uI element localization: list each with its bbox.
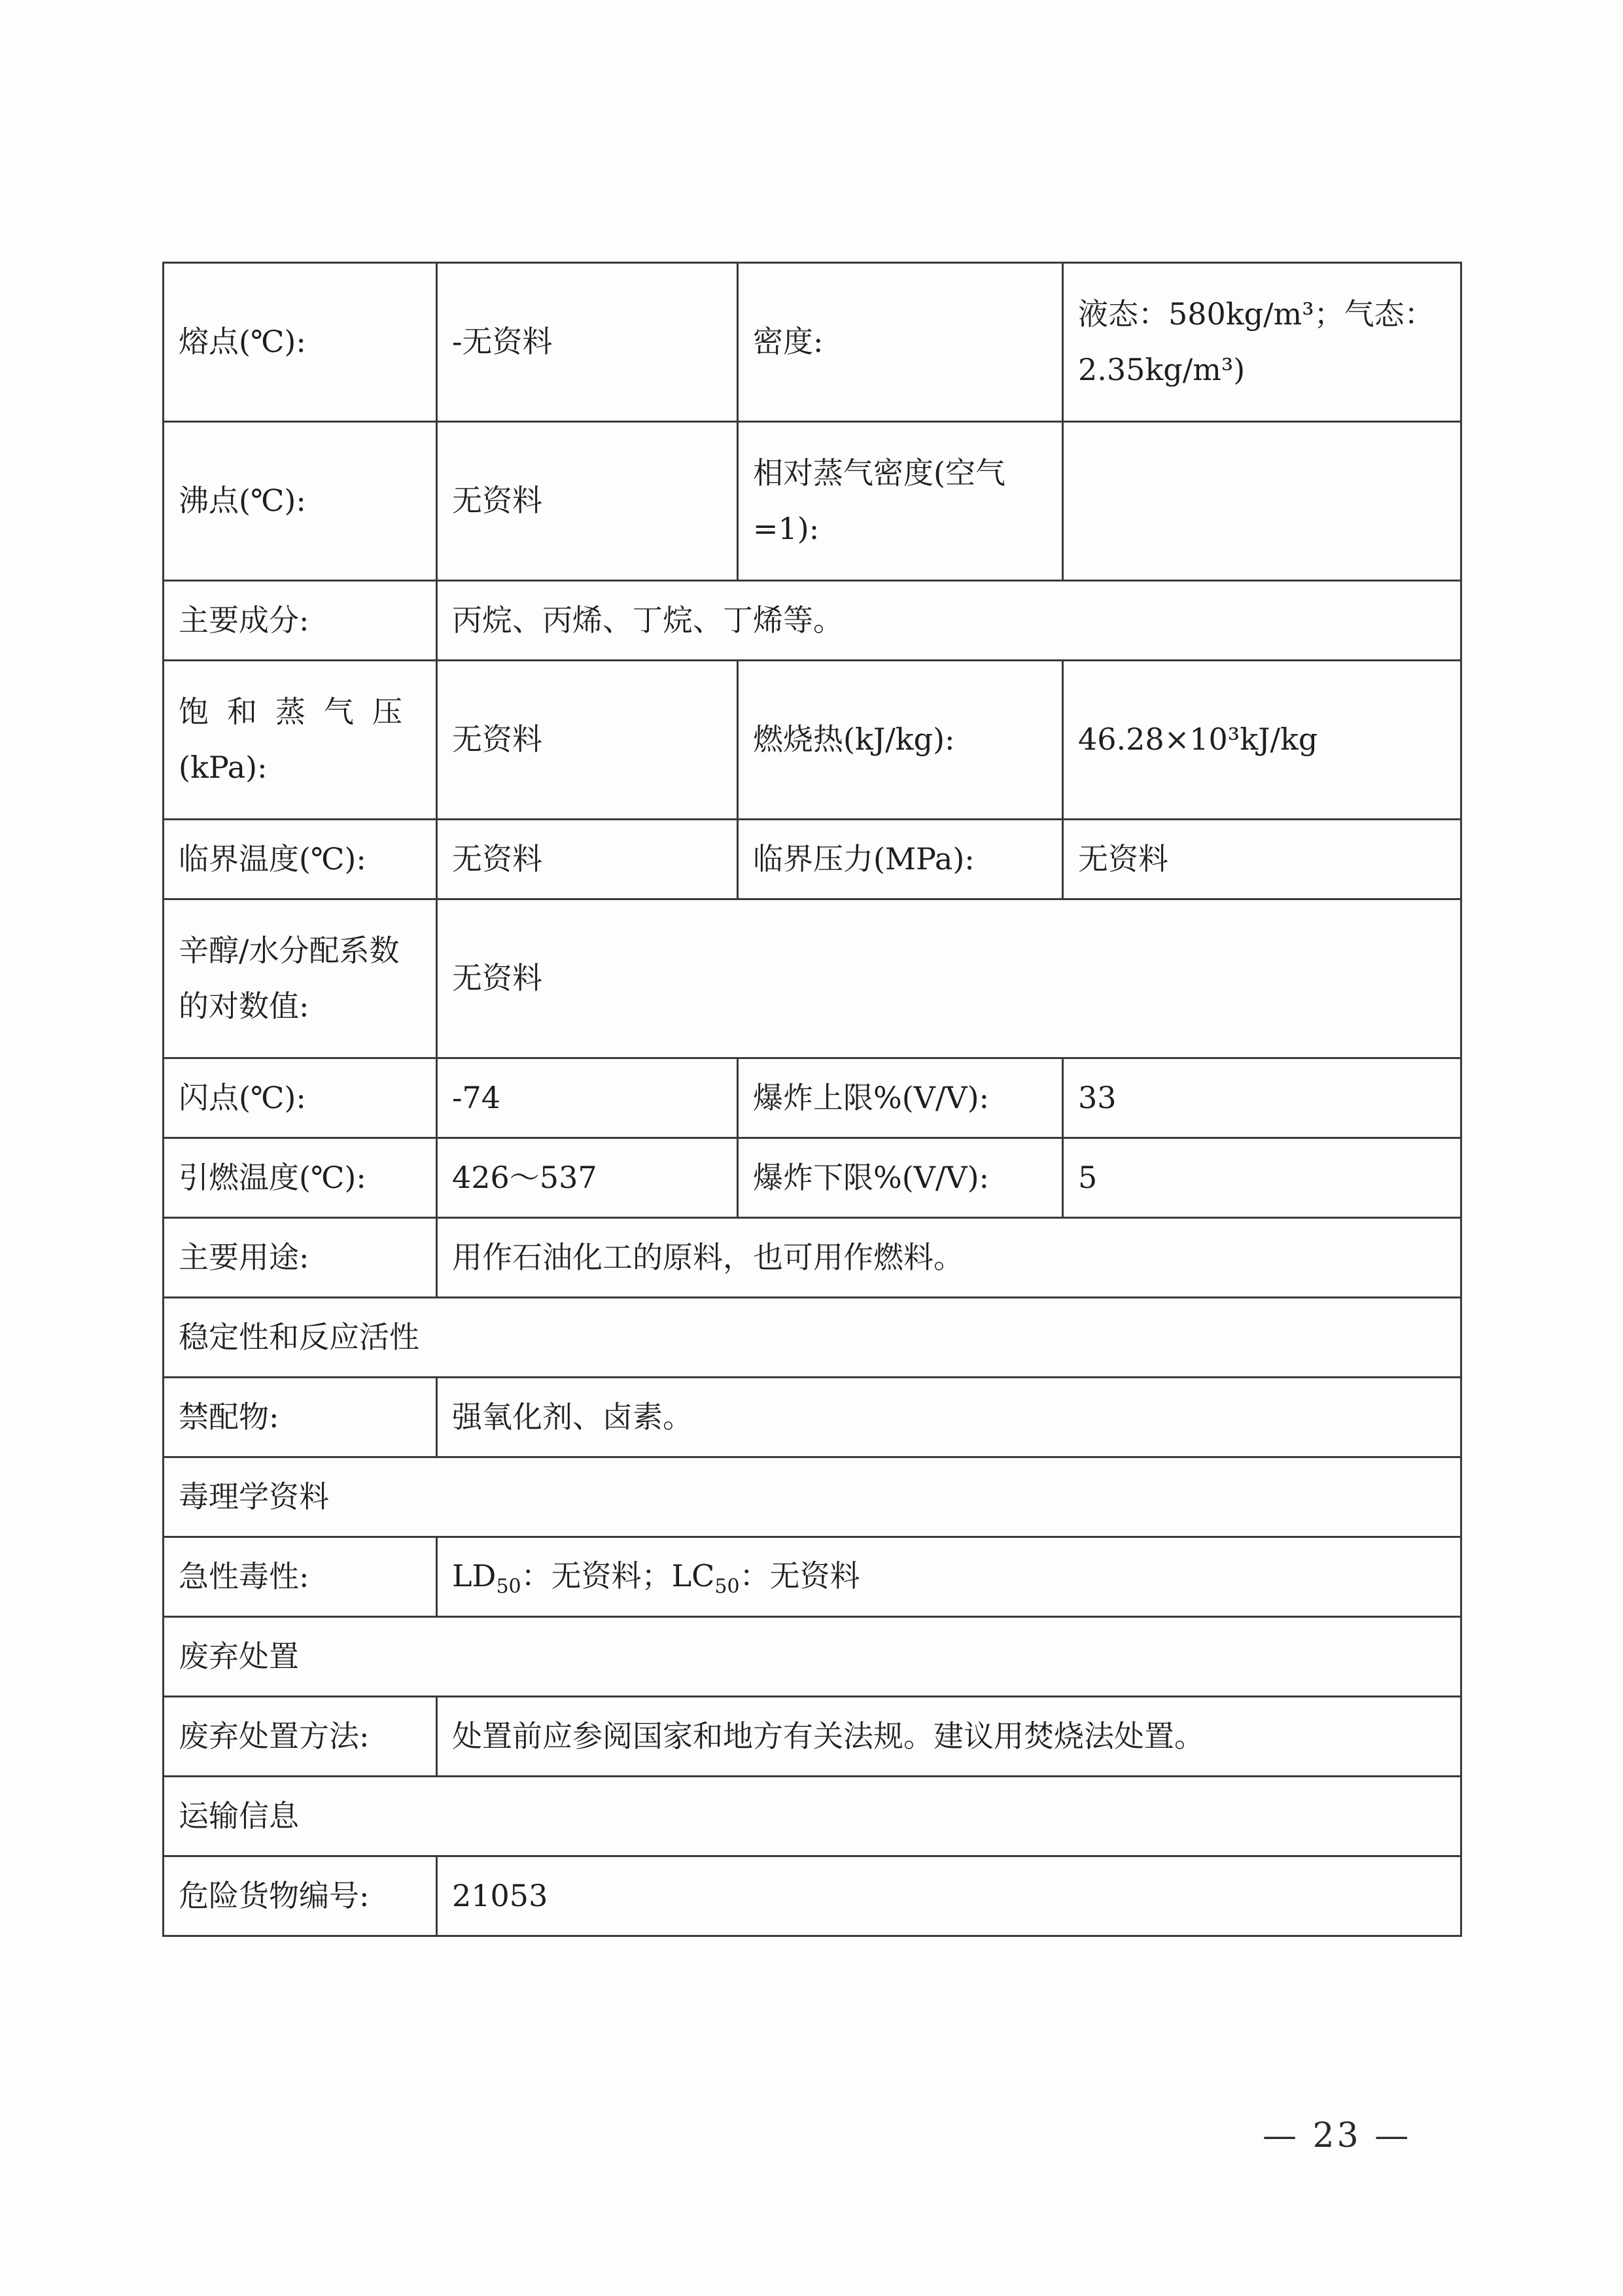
- table-row: [164, 581, 1461, 661]
- table-row: [164, 1697, 1461, 1777]
- table-row: [164, 1378, 1461, 1457]
- section-heading-disposal: 废弃处置: [164, 1617, 1461, 1697]
- table-row: [164, 1457, 1461, 1537]
- saturated-vapor-pressure-label-line1: 饱和蒸气压: [179, 693, 421, 729]
- critical-temperature-value: 无资料: [437, 820, 738, 899]
- table-row: [164, 1058, 1461, 1138]
- incompatible-label: 禁配物:: [164, 1378, 437, 1457]
- table-row: [164, 1617, 1461, 1697]
- properties-table: [162, 262, 1462, 1937]
- ld-prefix: LD: [452, 1558, 497, 1594]
- acute-toxicity-value: [437, 1537, 1461, 1617]
- heat-of-combustion-value: 46.28×10³kJ/kg: [1063, 661, 1461, 820]
- relative-vapor-density-label-line1: 相对蒸气密度(空气: [753, 455, 1005, 491]
- lc-value: ：无资料: [739, 1558, 860, 1594]
- critical-temperature-label: 临界温度(℃):: [164, 820, 437, 899]
- table-row: [164, 1777, 1461, 1856]
- dangerous-goods-number-value: 21053: [437, 1856, 1461, 1936]
- critical-pressure-value: 无资料: [1063, 820, 1461, 899]
- critical-pressure-label: 临界压力(MPa):: [738, 820, 1063, 899]
- relative-vapor-density-label: [738, 422, 1063, 581]
- heat-of-combustion-label: 燃烧热(kJ/kg):: [738, 661, 1063, 820]
- boiling-point-label: 沸点(℃):: [164, 422, 437, 581]
- table-row: [164, 1218, 1461, 1298]
- ignition-temperature-label: 引燃温度(℃):: [164, 1138, 437, 1218]
- section-heading-transport: 运输信息: [164, 1777, 1461, 1856]
- density-value-line2: 2.35kg/m³): [1078, 352, 1246, 387]
- octanol-water-label: [164, 899, 437, 1058]
- upper-explosive-limit-label: 爆炸上限%(V/V):: [738, 1058, 1063, 1138]
- main-components-value: 丙烷、丙烯、丁烷、丁烯等。: [437, 581, 1461, 661]
- lower-explosive-limit-label: 爆炸下限%(V/V):: [738, 1138, 1063, 1218]
- saturated-vapor-pressure-value: 无资料: [437, 661, 738, 820]
- lower-explosive-limit-value: 5: [1063, 1138, 1461, 1218]
- table-row: [164, 661, 1461, 820]
- section-heading-toxicology: 毒理学资料: [164, 1457, 1461, 1537]
- table-row: [164, 422, 1461, 581]
- table-row: [164, 820, 1461, 899]
- saturated-vapor-pressure-label-line2: (kPa):: [179, 750, 268, 785]
- acute-toxicity-label: 急性毒性:: [164, 1537, 437, 1617]
- table-row: [164, 1856, 1461, 1936]
- incompatible-value: 强氧化剂、卤素。: [437, 1378, 1461, 1457]
- page-number: — 23 —: [1263, 2116, 1412, 2155]
- flash-point-value: -74: [437, 1058, 738, 1138]
- boiling-point-value: 无资料: [437, 422, 738, 581]
- table-row: [164, 1537, 1461, 1617]
- upper-explosive-limit-value: 33: [1063, 1058, 1461, 1138]
- density-value-line1: 液态：580kg/m³；气态：: [1078, 296, 1435, 332]
- flash-point-label: 闪点(℃):: [164, 1058, 437, 1138]
- dangerous-goods-number-label: 危险货物编号:: [164, 1856, 437, 1936]
- saturated-vapor-pressure-label: [164, 661, 437, 820]
- table-row: [164, 1138, 1461, 1218]
- disposal-method-value: 处置前应参阅国家和地方有关法规。建议用焚烧法处置。: [437, 1697, 1461, 1777]
- ld-subscript: 50: [496, 1575, 521, 1599]
- melting-point-label: 熔点(℃):: [164, 263, 437, 422]
- disposal-method-label: 废弃处置方法:: [164, 1697, 437, 1777]
- ignition-temperature-value: 426～537: [437, 1138, 738, 1218]
- melting-point-value: -无资料: [437, 263, 738, 422]
- relative-vapor-density-value: [1063, 422, 1461, 581]
- octanol-water-value: 无资料: [437, 899, 1461, 1058]
- density-value: [1063, 263, 1461, 422]
- main-uses-label: 主要用途:: [164, 1218, 437, 1298]
- lc-prefix: LC: [671, 1558, 715, 1594]
- relative-vapor-density-label-line2: =1):: [753, 511, 820, 546]
- table-row: [164, 1298, 1461, 1378]
- section-heading-stability: 稳定性和反应活性: [164, 1298, 1461, 1378]
- main-uses-value: 用作石油化工的原料，也可用作燃料。: [437, 1218, 1461, 1298]
- main-components-label: 主要成分:: [164, 581, 437, 661]
- lc-subscript: 50: [714, 1575, 740, 1599]
- table-row: [164, 899, 1461, 1058]
- ld-value: ：无资料；: [521, 1558, 672, 1594]
- octanol-water-label-line2: 的对数值:: [179, 988, 309, 1024]
- octanol-water-label-line1: 辛醇/水分配系数: [179, 932, 400, 968]
- table-row: [164, 263, 1461, 422]
- density-label: 密度:: [738, 263, 1063, 422]
